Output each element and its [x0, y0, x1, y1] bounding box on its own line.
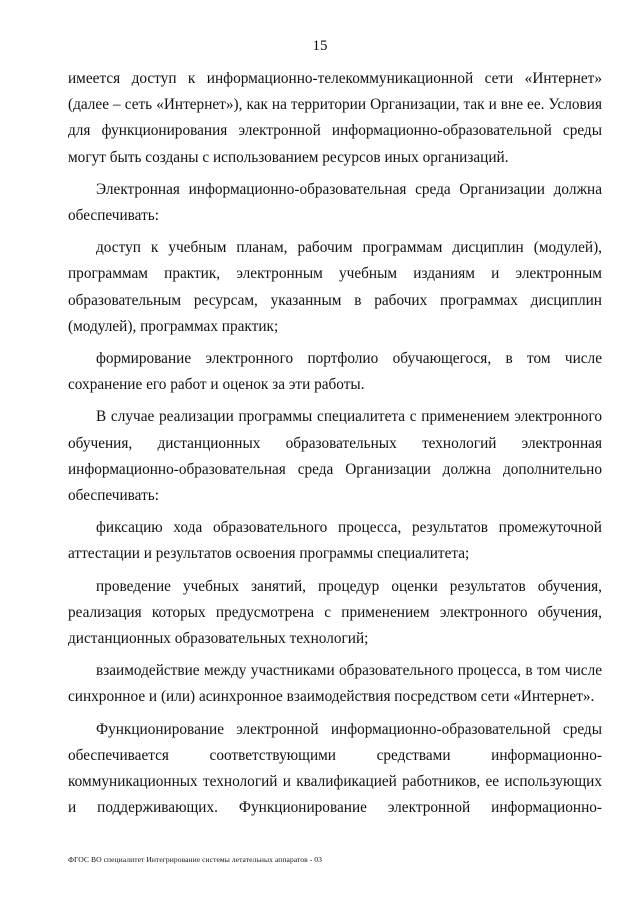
footer-text: ФГОС ВО специалитет Интегрирование системы летательных аппаратов - 03	[68, 855, 322, 864]
paragraph: В случае реализации программы специалитета с применением электронного обучения, дистанционных образовательных технологий электронная информационно-образовательная среда Организации должна дополнительно обеспечивать:	[68, 408, 602, 505]
paragraph: Электронная информационно-образовательная среда Организации должна обеспечивать:	[68, 180, 602, 225]
paragraph: фиксацию хода образовательного процесса, результатов промежуточной аттестации и результатов освоения программы специалитета;	[68, 519, 602, 563]
paragraph: доступ к учебным планам, рабочим программам дисциплин (модулей), программам практик, электронным учебным изданиям и электронным образовательным ресурсам, указанным в рабочих программах дисциплин (модулей), программах практик;	[68, 239, 602, 335]
paragraph: Функционирование электронной информационно-образовательной среды обеспечивается соответствующими средствами информационно-коммуникационных технологий и квалификацией работников, ее использующих и поддерживающих. Функционирование электронной информационно-	[68, 720, 602, 817]
paragraph: имеется доступ к информационно-телекоммуникационной сети «Интернет» (далее – сеть «Интернет»), как на территории Организации, так и вне ее. Условия для функционирования электронной информационно-образовательной среды могут быть созданы с использованием ресурсов иных организаций.	[68, 70, 602, 166]
paragraph: взаимодействие между участниками образовательного процесса, в том числе синхронное и (или) асинхронное взаимодействия посредством сети «Интернет».	[68, 662, 602, 706]
document-body	[68, 66, 602, 821]
paragraph: проведение учебных занятий, процедур оценки результатов обучения, реализация которых предусмотрена с применением электронного обучения, дистанционных образовательных технологий;	[68, 577, 602, 648]
page-number: 15	[312, 38, 328, 54]
paragraph: формирование электронного портфолио обучающегося, в том числе сохранение его работ и оценок за эти работы.	[68, 350, 602, 394]
